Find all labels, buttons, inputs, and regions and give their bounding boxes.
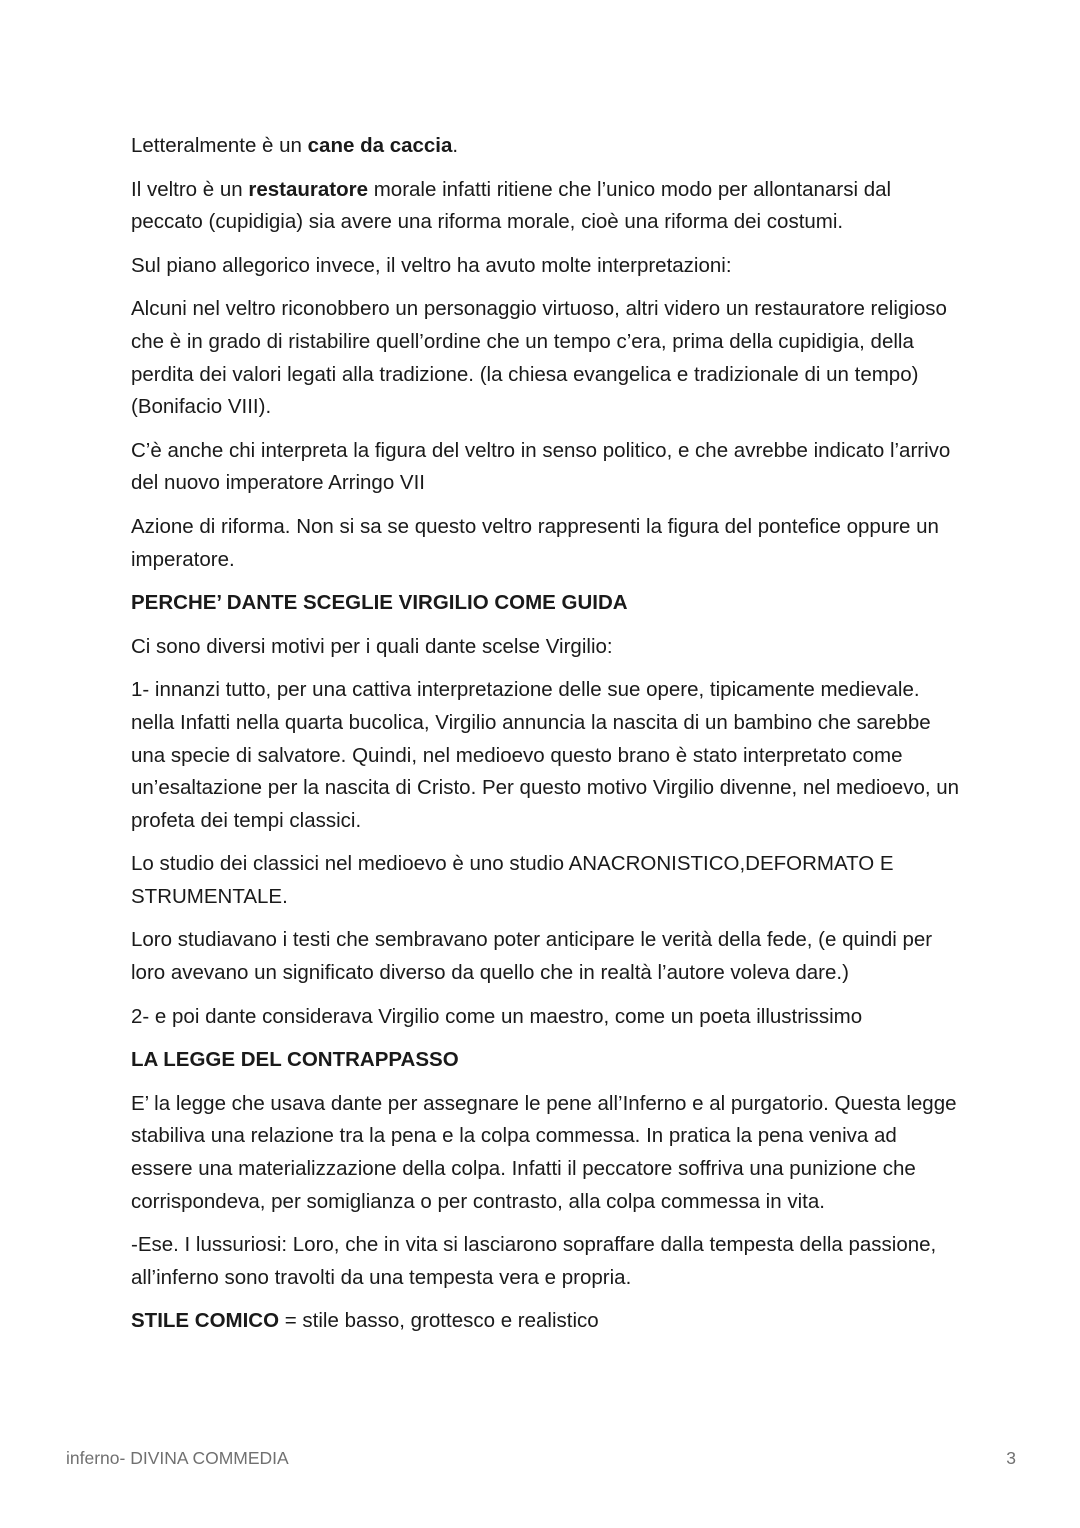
bold-text: cane da caccia (307, 134, 453, 157)
paragraph: Azione di riforma. Non si sa se questo veltro rappresenti la figura del pontefice oppure un imperatore. (131, 514, 939, 571)
paragraph: C’è anche chi interpreta la figura del veltro in senso politico, e che avrebbe indicato l’arrivo del nuovo imperatore Arringo VII (131, 438, 951, 495)
paragraph: STILE COMICO = stile basso, grottesco e realistico (131, 1309, 599, 1333)
page-number: 3 (1006, 1448, 1016, 1468)
paragraph: Lo studio dei classici nel medioevo è uno studio ANACRONISTICO,DEFORMATO E STRUMENTALE. (131, 852, 894, 908)
bold-text: STILE COMICO (131, 1309, 280, 1333)
document-body (131, 130, 961, 1349)
paragraph: Il veltro è un restauratore morale infatti ritiene che l’unico modo per allontanarsi dal peccato (cupidigia) sia avere una riforma morale, cioè una riforma dei costumi. (131, 177, 892, 234)
paragraph: Sul piano allegorico invece, il veltro ha avuto molte interpretazioni: (131, 253, 732, 277)
section-heading: PERCHE’ DANTE SCEGLIE VIRGILIO COME GUIDA (131, 591, 628, 615)
paragraph: Ci sono diversi motivi per i quali dante scelse Virgilio: (131, 634, 613, 658)
section-heading: LA LEGGE DEL CONTRAPPASSO (131, 1048, 459, 1072)
paragraph: Loro studiavano i testi che sembravano poter anticipare le verità della fede, (e quindi per loro avevano un significato diverso da quello che in realtà l’autore voleva dare.) (131, 928, 933, 985)
bold-text: restauratore (248, 177, 369, 201)
paragraph: 1- innanzi tutto, per una cattiva interpretazione delle sue opere, tipicamente medievale. nella Infatti nella quarta bucolica, Virgilio annuncia la nascita di un bambino che sarebbe una specie di salvatore. Quindi, nel medioevo questo brano è stato interpretato come un’esaltazione per la nascita di Cristo. Per questo motivo Virgilio divenne, nel medioevo, un profeta dei tempi classici. (131, 678, 960, 832)
footer-title: inferno- DIVINA COMMEDIA (66, 1448, 289, 1468)
paragraph: 2- e poi dante considerava Virgilio come un maestro, come un poeta illustrissimo (131, 1004, 863, 1028)
paragraph: -Ese. I lussuriosi: Loro, che in vita si lasciarono sopraffare dalla tempesta della passione, all’inferno sono travolti da una tempesta vera e propria. (131, 1233, 937, 1289)
paragraph: Letteralmente è un cane da caccia. (131, 134, 459, 157)
paragraph: E’ la legge che usava dante per assegnare le pene all’Inferno e al purgatorio. Questa legge stabiliva una relazione tra la pena e la colpa commessa. In pratica la pena veniva ad essere una materializzazione della colpa. Infatti il peccatore soffriva una punizione che corrispondeva, per somiglianza o per contrasto, alla colpa commessa in vita. (131, 1091, 957, 1213)
paragraph: Alcuni nel veltro riconobbero un personaggio virtuoso, altri videro un restauratore religioso che è in grado di ristabilire quell’ordine che un tempo c’era, prima della cupidigia, della perdita dei valori legati alla tradizione. (la chiesa evangelica e tradizionale di un tempo) (Bonifacio VIII). (131, 297, 947, 419)
